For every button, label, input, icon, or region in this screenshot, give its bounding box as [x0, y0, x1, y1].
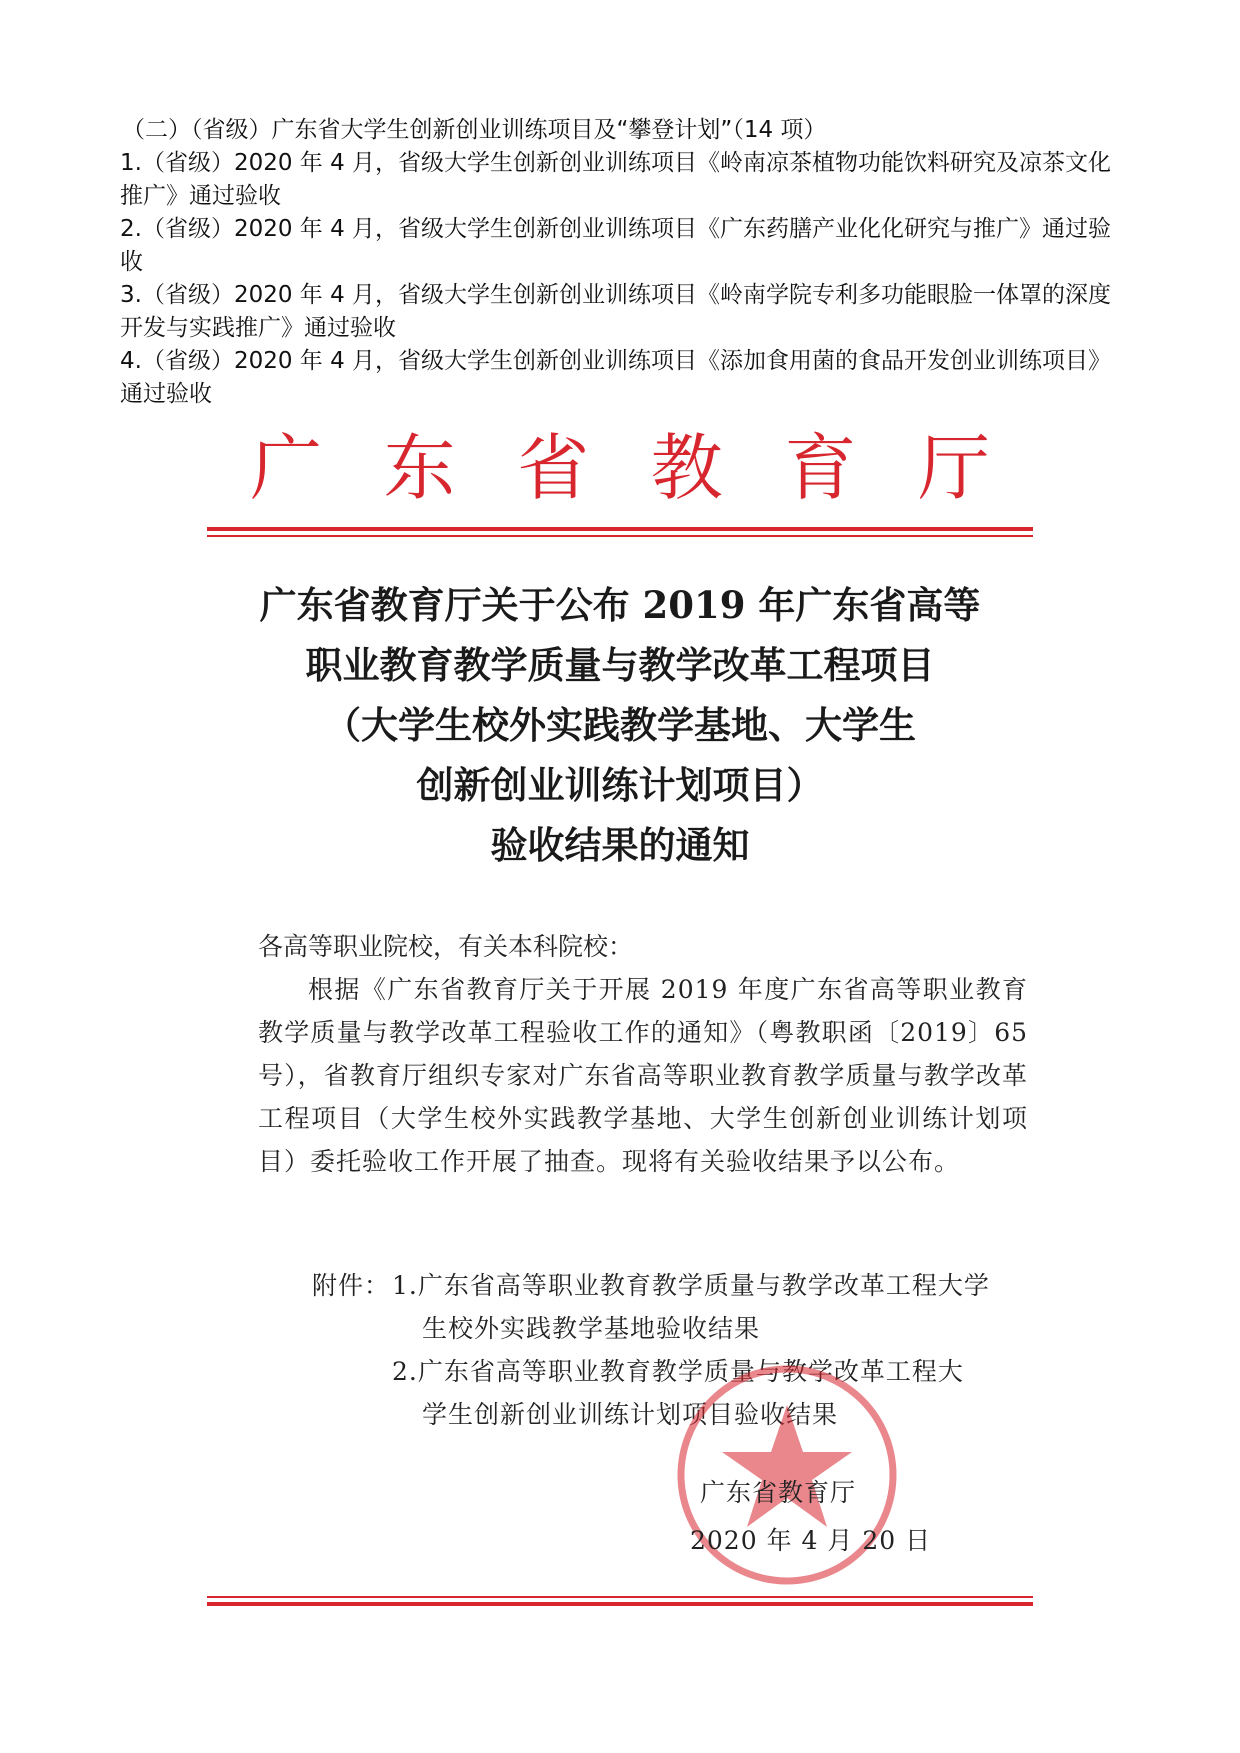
- masthead-char: 育: [784, 426, 857, 510]
- masthead-char: 厅: [917, 426, 990, 510]
- title-line: （大学生校外实践教学基地、大学生: [324, 703, 916, 747]
- intro-text: [120, 114, 1130, 411]
- list-item: 3.（省级）2020 年 4 月，省级大学生创新创业训练项目《岭南学院专利多功能眼脸一体罩的深度开发与实践推广》通过验收: [120, 282, 1112, 341]
- list-item: 1.（省级）2020 年 4 月，省级大学生创新创业训练项目《岭南凉茶植物功能饮料研究及凉茶文化推广》通过验收: [120, 150, 1112, 209]
- notice-body: [258, 925, 1028, 1183]
- signature-block: [690, 1469, 950, 1565]
- title-line: 验收结果的通知: [490, 823, 750, 867]
- masthead-char: 省: [517, 426, 590, 510]
- masthead-char: 广: [250, 426, 323, 510]
- salutation: 各高等职业院校，有关本科院校：: [258, 932, 634, 961]
- masthead: [200, 428, 1040, 508]
- signature-date: 2020 年 4 月 20 日: [690, 1526, 932, 1555]
- attachment-text: 生校外实践教学基地验收结果: [422, 1314, 761, 1343]
- attachment-text: 广东省高等职业教育教学质量与教学改革工程大学: [417, 1271, 990, 1300]
- attachment-number: 2.: [392, 1357, 418, 1386]
- attachment-label: 附件：: [312, 1271, 391, 1300]
- title-line: 职业教育教学质量与教学改革工程项目: [305, 643, 935, 687]
- masthead-char: 教: [650, 426, 723, 510]
- notice-title: [220, 575, 1020, 875]
- attachment-number: 1.: [392, 1271, 418, 1300]
- attachment-text: 广东省高等职业教育教学质量与教学改革工程大: [417, 1357, 964, 1386]
- red-rule: [207, 527, 1033, 531]
- attachment-text: 学生创新创业训练计划项目验收结果: [422, 1400, 839, 1429]
- title-line: 广东省教育厅关于公布 2019 年广东省高等: [259, 583, 981, 627]
- signature-org: 广东省教育厅: [700, 1478, 857, 1507]
- red-rule: [207, 535, 1033, 537]
- title-line: 创新创业训练计划项目）: [416, 763, 824, 807]
- list-item: 2.（省级）2020 年 4 月，省级大学生创新创业训练项目《广东药膳产业化化研究与推广》通过验收: [120, 216, 1112, 275]
- list-item: 4.（省级）2020 年 4 月，省级大学生创新创业训练项目《添加食用菌的食品开发创业训练项目》通过验收: [120, 348, 1112, 407]
- red-rule: [207, 1602, 1033, 1606]
- section-heading: （二）（省级）广东省大学生创新创业训练项目及“攀登计划”（14 项）: [122, 117, 827, 143]
- body-paragraph: 根据《广东省教育厅关于开展 2019 年度广东省高等职业教育教学质量与教学改革工程验收工作的通知》（粤教职函〔2019〕65 号），省教育厅组织专家对广东省高等职业教育教学质量与教学改革工程项目（大学生校外实践教学基地、大学生创新创业训练计划项目）委托验收工作开展了抽查。现将有关验收结果予以公布。: [258, 975, 1028, 1176]
- masthead-char: 东: [383, 426, 456, 510]
- red-rule: [207, 1596, 1033, 1598]
